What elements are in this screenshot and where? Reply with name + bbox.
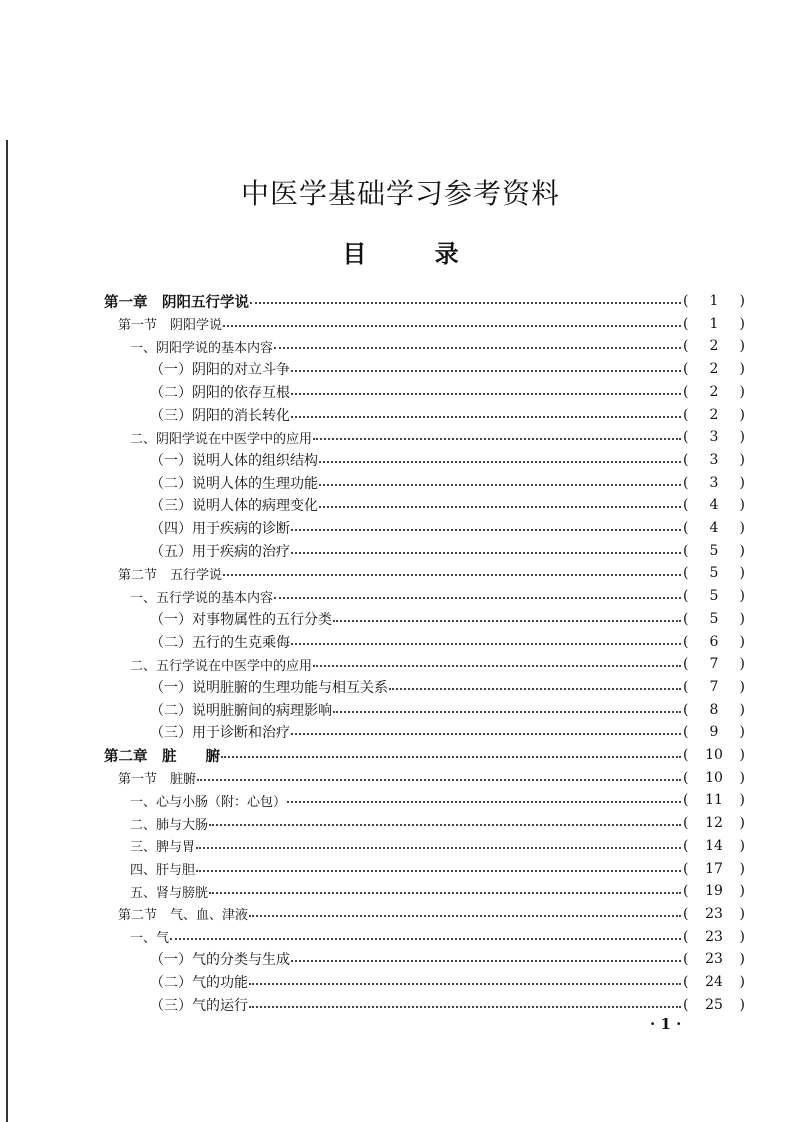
dot-leader (170, 938, 681, 940)
close-paren: ) (739, 293, 745, 309)
close-paren: ) (739, 815, 745, 832)
close-paren: ) (739, 383, 745, 400)
toc-page-ref (683, 588, 745, 604)
toc-page-ref (683, 997, 745, 1013)
toc-entry-page: 2 (709, 361, 719, 378)
toc-entry-label: 三、脾与胃 (130, 840, 196, 856)
toc-entry (130, 585, 745, 607)
toc-entry-label: （一）说明脏腑的生理功能与相互关系 (150, 679, 388, 696)
open-paren: ( (683, 883, 689, 900)
open-paren: ( (683, 315, 689, 332)
toc-page-ref (683, 520, 745, 536)
open-paren: ( (683, 361, 689, 378)
toc-entry-label: （三）用于诊断和治疗 (150, 725, 290, 742)
toc-entry-page: 11 (705, 792, 723, 809)
close-paren: ) (739, 497, 745, 514)
toc-entry-label: 第二章 脏 腑 (104, 747, 220, 765)
dot-leader (319, 506, 681, 508)
open-paren: ( (683, 406, 689, 423)
toc-entry-label: 二、五行学说在中医学中的应用 (130, 658, 313, 674)
toc-page-ref (683, 951, 745, 967)
toc-entry-label: （三）阴阳的消长转化 (150, 407, 290, 424)
toc-page-ref (683, 679, 745, 695)
toc-entry (150, 517, 745, 539)
toc-entry (150, 381, 745, 403)
close-paren: ) (739, 860, 745, 877)
toc-entry-page: 23 (705, 928, 723, 945)
toc-entry (118, 903, 745, 925)
toc-entry-label: （二）说明脏腑间的病理影响 (150, 702, 332, 719)
toc-entry-label: 一、气 (130, 931, 170, 947)
open-paren: ( (683, 497, 689, 514)
toc-page-ref (683, 770, 745, 786)
toc-page-ref (683, 974, 745, 990)
toc-entry-page: 23 (705, 951, 723, 968)
toc-entry-label: 五、肾与膀胱 (130, 885, 209, 901)
toc-entry (150, 676, 745, 698)
close-paren: ) (739, 883, 745, 900)
open-paren: ( (683, 474, 689, 491)
toc-entry-page: 24 (705, 974, 723, 990)
open-paren: ( (683, 565, 689, 582)
toc-entry (104, 290, 745, 312)
dot-leader (209, 892, 681, 894)
toc-entry-page: 2 (709, 406, 719, 423)
toc-page-ref (683, 702, 745, 718)
toc-entry-page: 9 (709, 724, 719, 741)
open-paren: ( (683, 383, 689, 400)
toc-entry-label: 第一节 阴阳学说 (118, 318, 223, 334)
book-title: 中医学基础学习参考资料 (240, 177, 560, 210)
dot-leader (250, 302, 681, 304)
toc-entry-label: （三）气的运行 (150, 997, 248, 1014)
close-paren: ) (739, 338, 745, 355)
close-paren: ) (739, 928, 745, 945)
toc-entry (150, 472, 745, 494)
toc-page-ref (683, 497, 745, 513)
toc-entry (150, 358, 745, 380)
toc-entry-label: 一、阴阳学说的基本内容 (130, 340, 274, 356)
toc-entry-page: 25 (705, 996, 723, 1013)
toc-entry-label: 第一章 阴阳五行学说 (104, 293, 249, 311)
toc-entry-page: 10 (705, 769, 723, 786)
toc-entry-label: （四）用于疾病的诊断 (150, 521, 290, 537)
toc-page-ref (683, 429, 745, 445)
toc-entry-page: 4 (709, 520, 719, 536)
toc-entry-page: 14 (705, 837, 723, 854)
dot-leader (333, 620, 681, 622)
toc-entry (104, 744, 745, 766)
toc-entry-label: 一、五行学说的基本内容 (130, 590, 274, 606)
dot-leader (287, 801, 681, 803)
close-paren: ) (739, 678, 745, 695)
toc-page-ref (683, 906, 745, 922)
toc-page-ref (683, 656, 745, 672)
dot-leader (291, 643, 681, 645)
toc-entry (130, 789, 745, 811)
open-paren: ( (683, 928, 689, 945)
open-paren: ( (683, 678, 689, 695)
toc-entry-page: 5 (709, 542, 719, 559)
dot-leader (249, 1006, 681, 1008)
toc-entry (130, 835, 745, 857)
close-paren: ) (739, 701, 745, 718)
open-paren: ( (683, 701, 689, 718)
toc-entry-page: 12 (705, 815, 723, 832)
toc-entry-page: 2 (709, 338, 719, 355)
close-paren: ) (739, 610, 745, 627)
close-paren: ) (739, 974, 745, 990)
toc-page-ref (683, 543, 745, 559)
open-paren: ( (683, 588, 689, 605)
open-paren: ( (683, 451, 689, 468)
toc-entry-label: （二）说明人体的生理功能 (150, 475, 318, 492)
toc-entry-label: （二）阴阳的依存互根 (150, 384, 290, 401)
toc-page-ref (683, 838, 745, 854)
dot-leader (313, 438, 681, 440)
page-number: · 1 · (650, 1015, 682, 1033)
open-paren: ( (683, 724, 689, 741)
toc-entry-label: （二）气的功能 (150, 975, 248, 991)
toc-entry-page: 7 (709, 678, 719, 695)
toc-entry (130, 426, 745, 448)
toc-entry (118, 767, 745, 789)
toc-entry-label: （三）说明人体的病理变化 (150, 498, 318, 515)
toc-page-ref (683, 747, 745, 763)
close-paren: ) (739, 315, 745, 332)
toc-page-ref (683, 724, 745, 740)
toc-entry (150, 608, 745, 630)
toc-page-ref (683, 611, 745, 627)
open-paren: ( (683, 429, 689, 446)
dot-leader (197, 779, 681, 781)
toc-entry (130, 335, 745, 357)
dot-leader (319, 461, 681, 463)
close-paren: ) (739, 565, 745, 582)
open-paren: ( (683, 542, 689, 559)
open-paren: ( (683, 656, 689, 673)
dot-leader (249, 915, 681, 917)
open-paren: ( (683, 860, 689, 877)
toc-entry-page: 3 (709, 429, 719, 446)
toc-entry-label: （一）气的分类与生成 (150, 952, 290, 969)
toc-entry-label: （二）五行的生克乘侮 (150, 634, 290, 651)
toc-entry-label: （一）说明人体的组织结构 (150, 452, 318, 469)
dot-leader (291, 552, 681, 554)
toc-entry-page: 23 (705, 905, 723, 922)
open-paren: ( (683, 792, 689, 809)
toc-entry-page: 3 (709, 474, 719, 491)
toc-page-ref (683, 361, 745, 377)
toc-page-ref (683, 861, 745, 877)
toc-entry (150, 971, 745, 993)
toc-page-ref (683, 293, 745, 309)
toc-entry-page: 1 (709, 315, 719, 332)
dot-leader (196, 870, 681, 872)
toc-entry-label: （一）阴阳的对立斗争 (150, 362, 290, 379)
toc-entry-label: （一）对事物属性的五行分类 (150, 611, 332, 628)
dot-leader (291, 529, 681, 531)
toc-entry (130, 812, 745, 834)
toc-entry-label: （五）用于疾病的治疗 (150, 543, 290, 560)
toc-entry (118, 562, 745, 584)
toc-entry (150, 404, 745, 426)
dot-leader (319, 484, 681, 486)
toc-entry-page: 5 (709, 588, 719, 605)
toc-page-ref (683, 338, 745, 354)
close-paren: ) (739, 633, 745, 650)
dot-leader (389, 688, 681, 690)
toc-entry (150, 631, 745, 653)
toc-entry (130, 858, 745, 880)
close-paren: ) (739, 542, 745, 559)
toc-entry-label: 一、心与小肠（附：心包） (130, 794, 287, 810)
open-paren: ( (683, 837, 689, 854)
toc-entry-page: 3 (709, 451, 719, 468)
open-paren: ( (683, 293, 689, 309)
toc-entry-label: 二、阴阳学说在中医学中的应用 (130, 431, 313, 447)
toc-page-ref (683, 316, 745, 332)
open-paren: ( (683, 747, 689, 763)
dot-leader (221, 756, 681, 758)
toc-entry-page: 6 (709, 633, 719, 650)
dot-leader (291, 960, 681, 962)
open-paren: ( (683, 633, 689, 650)
dot-leader (274, 347, 681, 349)
toc-entry-label: 第一节 脏腑 (118, 772, 197, 788)
dot-leader (209, 824, 681, 826)
toc-entry-page: 7 (709, 656, 719, 673)
open-paren: ( (683, 520, 689, 536)
toc-entry (150, 721, 745, 743)
dot-leader (291, 370, 681, 372)
toc-entry-page: 8 (709, 701, 719, 718)
toc-page-ref (683, 815, 745, 831)
toc-entry (150, 449, 745, 471)
close-paren: ) (739, 406, 745, 423)
toc-page-ref (683, 634, 745, 650)
toc-entry-page: 10 (705, 747, 723, 763)
toc-entry (150, 994, 745, 1016)
open-paren: ( (683, 815, 689, 832)
open-paren: ( (683, 769, 689, 786)
close-paren: ) (739, 996, 745, 1013)
toc-page-ref (683, 384, 745, 400)
open-paren: ( (683, 974, 689, 990)
open-paren: ( (683, 905, 689, 922)
dot-leader (313, 665, 681, 667)
open-paren: ( (683, 951, 689, 968)
dot-leader (274, 597, 681, 599)
close-paren: ) (739, 769, 745, 786)
dot-leader (291, 733, 681, 735)
close-paren: ) (739, 747, 745, 763)
toc-entry (130, 926, 745, 948)
open-paren: ( (683, 996, 689, 1013)
toc-entry (150, 699, 745, 721)
scan-binding-edge (6, 140, 8, 1122)
toc-entry-page: 17 (705, 860, 723, 877)
toc-entry-label: 四、肝与胆 (130, 863, 196, 878)
close-paren: ) (739, 429, 745, 446)
dot-leader (333, 711, 681, 713)
toc-entry-page: 5 (709, 565, 719, 582)
close-paren: ) (739, 905, 745, 922)
toc-entry (118, 313, 745, 335)
toc-page-ref (683, 792, 745, 808)
toc-entry (150, 540, 745, 562)
close-paren: ) (739, 724, 745, 741)
toc-entry-label: 二、肺与大肠 (130, 817, 209, 833)
toc-entry (150, 494, 745, 516)
close-paren: ) (739, 837, 745, 854)
toc-page-ref (683, 929, 745, 945)
dot-leader (196, 847, 681, 849)
toc-entry (130, 880, 745, 902)
close-paren: ) (739, 520, 745, 536)
toc-entry (130, 653, 745, 675)
open-paren: ( (683, 610, 689, 627)
toc-entry-page: 1 (709, 293, 719, 309)
close-paren: ) (739, 656, 745, 673)
toc-entry-label: 第二节 五行学说 (118, 567, 223, 583)
open-paren: ( (683, 338, 689, 355)
close-paren: ) (739, 361, 745, 378)
close-paren: ) (739, 451, 745, 468)
toc-heading: 目 录 (342, 239, 459, 268)
toc-entry-label: 第二节 气、血、津液 (118, 908, 249, 924)
toc-page-ref (683, 407, 745, 423)
toc-page-ref (683, 452, 745, 468)
toc-page-ref (683, 565, 745, 581)
toc-entry-page: 4 (709, 497, 719, 514)
dot-leader (291, 393, 681, 395)
dot-leader (223, 574, 681, 576)
close-paren: ) (739, 474, 745, 491)
close-paren: ) (739, 792, 745, 809)
toc-entry-page: 2 (709, 383, 719, 400)
close-paren: ) (739, 588, 745, 605)
dot-leader (249, 983, 681, 985)
toc-entry-page: 5 (709, 610, 719, 627)
toc-page-ref (683, 475, 745, 491)
toc-entry-page: 19 (705, 883, 723, 900)
close-paren: ) (739, 951, 745, 968)
toc-page-ref (683, 883, 745, 899)
dot-leader (223, 325, 681, 327)
toc-entry (150, 948, 745, 970)
dot-leader (291, 416, 681, 418)
